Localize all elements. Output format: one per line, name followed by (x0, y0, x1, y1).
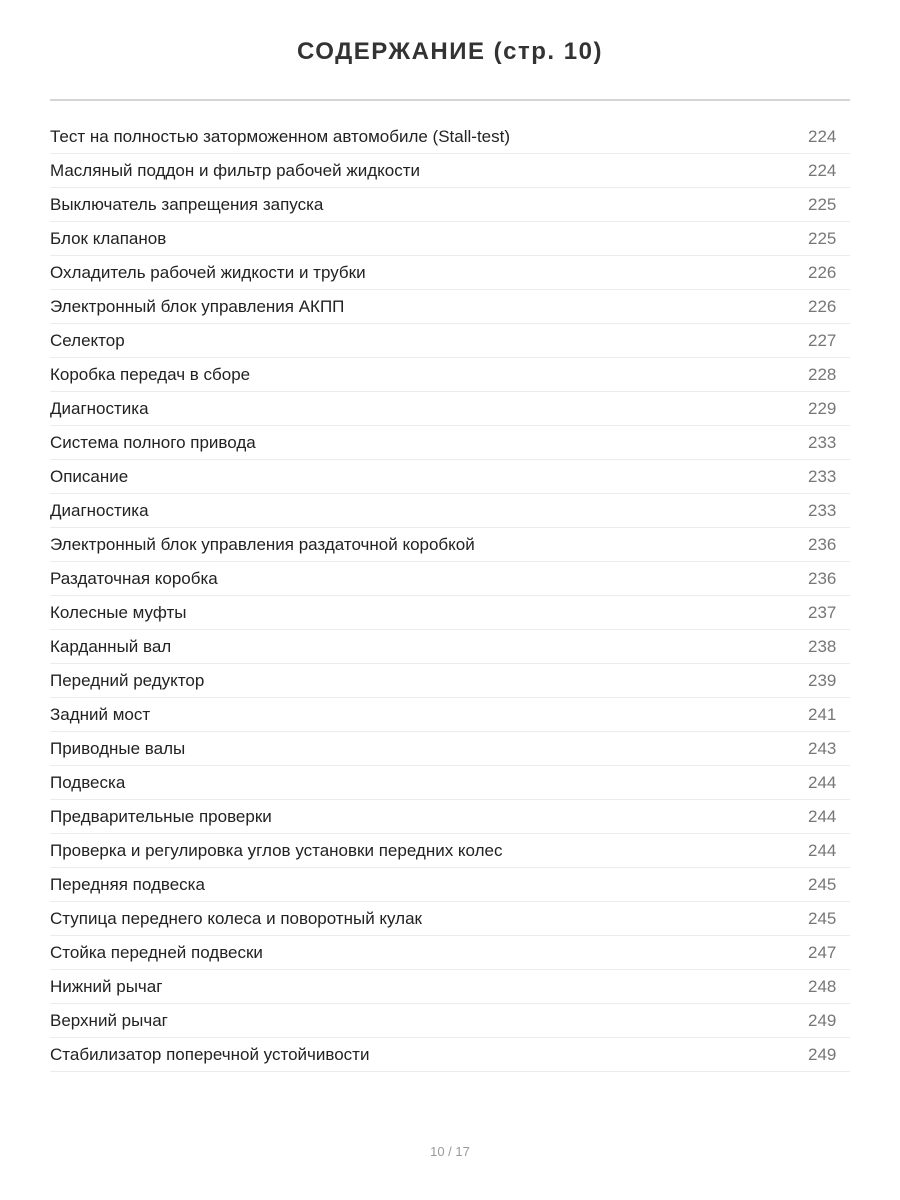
toc-entry-page-number: 233 (808, 433, 837, 452)
toc-entry-title: Диагностика (50, 399, 149, 418)
toc-entry-title: Передний редуктор (50, 671, 205, 690)
toc-entry-page-number: 249 (808, 1045, 837, 1064)
toc-entry[interactable] (50, 562, 850, 596)
toc-entry-title: Диагностика (50, 501, 149, 520)
toc-entry[interactable] (50, 630, 850, 664)
toc-entry-page-number: 228 (808, 365, 837, 384)
toc-entry-page-number: 225 (808, 195, 837, 214)
toc-entry-page-number: 226 (808, 297, 837, 316)
toc-entry-page-number: 244 (808, 807, 837, 826)
toc-entry[interactable] (50, 1038, 850, 1072)
toc-entry-page-number: 239 (808, 671, 837, 690)
toc-entry-page-number: 224 (808, 127, 837, 146)
toc-entry-title: Верхний рычаг (50, 1011, 168, 1030)
toc-entry-title: Охладитель рабочей жидкости и трубки (50, 263, 366, 282)
toc-entry-page-number: 247 (808, 943, 837, 962)
toc-entry[interactable] (50, 154, 850, 188)
toc-entry-title: Колесные муфты (50, 603, 187, 622)
toc-entry[interactable] (50, 256, 850, 290)
toc-entry[interactable] (50, 1004, 850, 1038)
toc-entry-title: Стойка передней подвески (50, 943, 263, 962)
toc-entry[interactable] (50, 222, 850, 256)
toc-entry-page-number: 237 (808, 603, 837, 622)
toc-entry-title: Система полного привода (50, 433, 256, 452)
toc-entry-page-number: 245 (808, 875, 837, 894)
toc-entry[interactable] (50, 732, 850, 766)
toc-entry-page-number: 249 (808, 1011, 837, 1030)
page-counter: 10 / 17 (430, 1144, 470, 1159)
toc-entry-title: Коробка передач в сборе (50, 365, 251, 384)
page-title: СОДЕРЖАНИЕ (стр. 10) (297, 38, 603, 65)
toc-entry-title: Тест на полностью заторможенном автомобиле (Stall-test) (50, 127, 511, 146)
toc-entry-page-number: 224 (808, 161, 837, 180)
toc-entry-page-number: 243 (808, 739, 837, 758)
toc-entry[interactable] (50, 766, 850, 800)
toc-entry[interactable] (50, 324, 850, 358)
toc-entry-page-number: 233 (808, 467, 837, 486)
toc-entry[interactable] (50, 970, 850, 1004)
toc-entry[interactable] (50, 426, 850, 460)
toc-entry[interactable] (50, 664, 850, 698)
toc-entry-page-number: 229 (808, 399, 837, 418)
toc-entry[interactable] (50, 698, 850, 732)
toc-entry-title: Задний мост (50, 705, 151, 724)
toc-entry-title: Проверка и регулировка углов установки передних колес (50, 841, 503, 860)
toc-entry[interactable] (50, 800, 850, 834)
toc-entry-title: Подвеска (50, 773, 126, 792)
toc-entry-page-number: 236 (808, 569, 837, 588)
toc-entry-page-number: 248 (808, 977, 837, 996)
toc-entry[interactable] (50, 358, 850, 392)
table-of-contents (50, 120, 850, 1072)
toc-entry[interactable] (50, 120, 850, 154)
toc-entry-page-number: 227 (808, 331, 837, 350)
toc-entry-title: Блок клапанов (50, 229, 167, 248)
toc-entry[interactable] (50, 460, 850, 494)
toc-entry-title: Электронный блок управления раздаточной коробкой (50, 535, 475, 554)
toc-entry-title: Предварительные проверки (50, 807, 272, 826)
toc-entry-title: Нижний рычаг (50, 977, 163, 996)
toc-entry[interactable] (50, 392, 850, 426)
toc-entry[interactable] (50, 868, 850, 902)
toc-entry[interactable] (50, 936, 850, 970)
toc-entry-page-number: 245 (808, 909, 837, 928)
toc-entry-title: Приводные валы (50, 739, 186, 758)
toc-entry-title: Масляный поддон и фильтр рабочей жидкости (50, 161, 420, 180)
toc-entry-title: Ступица переднего колеса и поворотный кулак (50, 909, 422, 928)
toc-entry[interactable] (50, 188, 850, 222)
toc-entry-title: Передняя подвеска (50, 875, 205, 894)
toc-entry-page-number: 238 (808, 637, 837, 656)
toc-entry-title: Селектор (50, 331, 125, 350)
toc-entry-page-number: 241 (808, 705, 837, 724)
toc-entry-page-number: 226 (808, 263, 837, 282)
toc-entry-page-number: 225 (808, 229, 837, 248)
toc-entry-page-number: 233 (808, 501, 837, 520)
toc-entry-title: Карданный вал (50, 637, 172, 656)
toc-entry-page-number: 236 (808, 535, 837, 554)
toc-entry[interactable] (50, 902, 850, 936)
toc-entry-page-number: 244 (808, 773, 837, 792)
toc-entry-title: Выключатель запрещения запуска (50, 195, 324, 214)
title-divider (50, 99, 850, 101)
toc-entry[interactable] (50, 290, 850, 324)
toc-entry-title: Электронный блок управления АКПП (50, 297, 345, 316)
toc-entry-title: Стабилизатор поперечной устойчивости (50, 1045, 370, 1064)
toc-entry[interactable] (50, 596, 850, 630)
toc-entry-title: Описание (50, 467, 129, 486)
toc-entry[interactable] (50, 528, 850, 562)
toc-entry[interactable] (50, 494, 850, 528)
toc-entry[interactable] (50, 834, 850, 868)
toc-entry-title: Раздаточная коробка (50, 569, 218, 588)
toc-entry-page-number: 244 (808, 841, 837, 860)
